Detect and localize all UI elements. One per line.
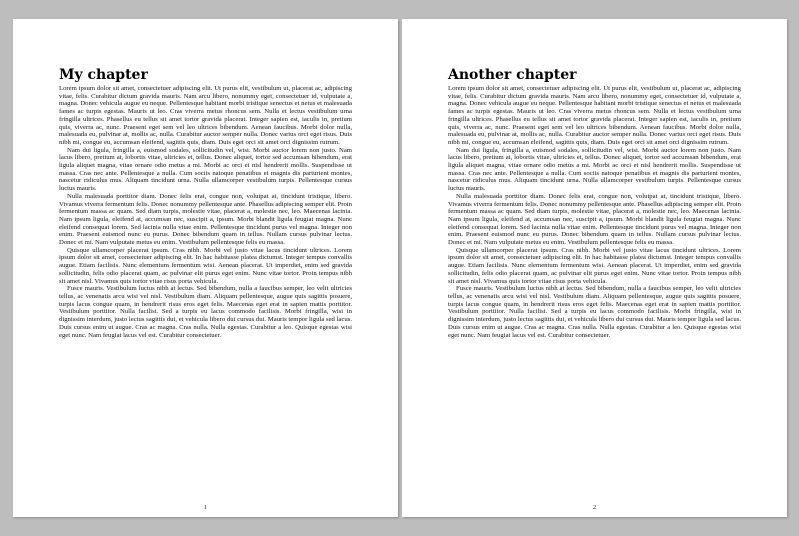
- page-2[interactable]: [402, 19, 787, 517]
- paragraph: Quisque ullamcorper placerat ipsum. Cras nibh. Morbi vel justo vitae lacus tincidunt ultrices. Lorem ipsum dolor sit amet, consectetuer adipiscing elit. In hac habitasse platea dictumst. Integer tempus convallis augue. Etiam facilisis. Nunc elementum fermentum wisi. Aenean placerat. Ut imperdiet, enim sed gravida sollicitudin, felis odio placerat quam, ac pulvinar elit purus eget enim. Nunc vitae tortor. Proin tempus nibh sit amet nisl. Vivamus quis tortor vitae risus porta vehicula.: [448, 246, 741, 285]
- page-1-content: [59, 66, 352, 339]
- paragraph: Fusce mauris. Vestibulum luctus nibh at lectus. Sed bibendum, nulla a faucibus semper, leo velit ultricies tellus, ac venenatis arcu wisi vel nisl. Vestibulum diam. Aliquam pellentesque, augue quis sagittis posuere, turpis lacus congue quam, in hendrerit risus eros eget felis. Maecenas eget erat in sapien mattis porttitor. Vestibulum porttitor. Nulla facilisi. Sed a turpis eu lacus commodo facilisis. Morbi fringilla, wisi in dignissim interdum, justo lectus sagittis dui, et vehicula libero dui cursus dui. Mauris tempor ligula sed lacus. Duis cursus enim ut augue. Cras ac magna. Cras nulla. Nulla egestas. Curabitur a leo. Quisque egestas wisi eget nunc. Nam feugiat lacus vel est. Curabitur consectetuer.: [59, 285, 352, 339]
- chapter-title: Another chapter: [448, 67, 577, 83]
- paragraph: Nulla malesuada porttitor diam. Donec felis erat, congue non, volutpat at, tincidunt tristique, libero. Vivamus viverra fermentum felis. Donec nonummy pellentesque ante. Phasellus adipiscing semper elit. Proin fermentum massa ac quam. Sed diam turpis, molestie vitae, placerat a, molestie nec, leo. Maecenas lacinia. Nam ipsum ligula, eleifend at, accumsan nec, suscipit a, ipsum. Morbi blandit ligula feugiat magna. Nunc eleifend consequat lorem. Sed lacinia nulla vitae enim. Pellentesque tincidunt purus vel magna. Integer non enim. Praesent euismod nunc eu purus. Donec bibendum quam in tellus. Nullam cursus pulvinar lectus. Donec et mi. Nam vulputate metus eu enim. Vestibulum pellentesque felis eu massa.: [448, 192, 741, 247]
- page-number: 1: [203, 504, 208, 511]
- paragraph: Nam dui ligula, fringilla a, euismod sodales, sollicitudin vel, wisi. Morbi auctor lorem non justo. Nam lacus libero, pretium at, lobortis vitae, ultricies et, tellus. Donec aliquet, tortor sed accumsan bibendum, erat ligula aliquet magna, vitae ornare odio metus a mi. Morbi ac orci et nisl hendrerit mollis. Suspendisse ut massa. Cras nec ante. Pellentesque a nulla. Cum sociis natoque penatibus et magnis dis parturient montes, nascetur ridiculus mus. Aliquam tincidunt urna. Nulla ullamcorper vestibulum turpis. Pellentesque cursus luctus mauris.: [448, 146, 741, 193]
- chapter-title: My chapter: [59, 67, 148, 83]
- paragraph: Fusce mauris. Vestibulum luctus nibh at lectus. Sed bibendum, nulla a faucibus semper, leo velit ultricies tellus, ac venenatis arcu wisi vel nisl. Vestibulum diam. Aliquam pellentesque, augue quis sagittis posuere, turpis lacus congue quam, in hendrerit risus eros eget felis. Maecenas eget erat in sapien mattis porttitor. Vestibulum porttitor. Nulla facilisi. Sed a turpis eu lacus commodo facilisis. Morbi fringilla, wisi in dignissim interdum, justo lectus sagittis dui, et vehicula libero dui cursus dui. Mauris tempor ligula sed lacus. Duis cursus enim ut augue. Cras ac magna. Cras nulla. Nulla egestas. Curabitur a leo. Quisque egestas wisi eget nunc. Nam feugiat lacus vel est. Curabitur consectetuer.: [448, 285, 741, 339]
- paragraph: Lorem ipsum dolor sit amet, consectetuer adipiscing elit. Ut purus elit, vestibulum ut, placerat ac, adipiscing vitae, felis. Curabitur dictum gravida mauris. Nam arcu libero, nonummy eget, consectetuer id, vulputate a, magna. Donec vehicula augue eu neque. Pellentesque habitant morbi tristique senectus et netus et malesuada fames ac turpis egestas. Mauris ut leo. Cras viverra metus rhoncus sem. Nulla et lectus vestibulum urna fringilla ultrices. Phasellus eu tellus sit amet tortor gravida placerat. Integer sapien est, iaculis in, pretium quis, viverra ac, nunc. Praesent eget sem vel leo ultrices bibendum. Aenean faucibus. Morbi dolor nulla, malesuada eu, pulvinar at, mollis ac, nulla. Curabitur auctor semper nulla. Donec varius orci eget risus. Duis nibh mi, congue eu, accumsan eleifend, sagittis quis, diam. Duis eget orci sit amet orci dignissim rutrum.: [448, 85, 741, 146]
- paragraph: Lorem ipsum dolor sit amet, consectetuer adipiscing elit. Ut purus elit, vestibulum ut, placerat ac, adipiscing vitae, felis. Curabitur dictum gravida mauris. Nam arcu libero, nonummy eget, consectetuer id, vulputate a, magna. Donec vehicula augue eu neque. Pellentesque habitant morbi tristique senectus et netus et malesuada fames ac turpis egestas. Mauris ut leo. Cras viverra metus rhoncus sem. Nulla et lectus vestibulum urna fringilla ultrices. Phasellus eu tellus sit amet tortor gravida placerat. Integer sapien est, iaculis in, pretium quis, viverra ac, nunc. Praesent eget sem vel leo ultrices bibendum. Aenean faucibus. Morbi dolor nulla, malesuada eu, pulvinar at, mollis ac, nulla. Curabitur auctor semper nulla. Donec varius orci eget risus. Duis nibh mi, congue eu, accumsan eleifend, sagittis quis, diam. Duis eget orci sit amet orci dignissim rutrum.: [59, 85, 352, 146]
- page-number: 2: [592, 504, 597, 511]
- paragraph: Quisque ullamcorper placerat ipsum. Cras nibh. Morbi vel justo vitae lacus tincidunt ultrices. Lorem ipsum dolor sit amet, consectetuer adipiscing elit. In hac habitasse platea dictumst. Integer tempus convallis augue. Etiam facilisis. Nunc elementum fermentum wisi. Aenean placerat. Ut imperdiet, enim sed gravida sollicitudin, felis odio placerat quam, ac pulvinar elit purus eget enim. Nunc vitae tortor. Proin tempus nibh sit amet nisl. Vivamus quis tortor vitae risus porta vehicula.: [59, 246, 352, 285]
- page-2-content: [448, 66, 741, 339]
- paragraph: Nulla malesuada porttitor diam. Donec felis erat, congue non, volutpat at, tincidunt tristique, libero. Vivamus viverra fermentum felis. Donec nonummy pellentesque ante. Phasellus adipiscing semper elit. Proin fermentum massa ac quam. Sed diam turpis, molestie vitae, placerat a, molestie nec, leo. Maecenas lacinia. Nam ipsum ligula, eleifend at, accumsan nec, suscipit a, ipsum. Morbi blandit ligula feugiat magna. Nunc eleifend consequat lorem. Sed lacinia nulla vitae enim. Pellentesque tincidunt purus vel magna. Integer non enim. Praesent euismod nunc eu purus. Donec bibendum quam in tellus. Nullam cursus pulvinar lectus. Donec et mi. Nam vulputate metus eu enim. Vestibulum pellentesque felis eu massa.: [59, 192, 352, 247]
- page-1[interactable]: [13, 19, 398, 517]
- paragraph: Nam dui ligula, fringilla a, euismod sodales, sollicitudin vel, wisi. Morbi auctor lorem non justo. Nam lacus libero, pretium at, lobortis vitae, ultricies et, tellus. Donec aliquet, tortor sed accumsan bibendum, erat ligula aliquet magna, vitae ornare odio metus a mi. Morbi ac orci et nisl hendrerit mollis. Suspendisse ut massa. Cras nec ante. Pellentesque a nulla. Cum sociis natoque penatibus et magnis dis parturient montes, nascetur ridiculus mus. Aliquam tincidunt urna. Nulla ullamcorper vestibulum turpis. Pellentesque cursus luctus mauris.: [59, 146, 352, 193]
